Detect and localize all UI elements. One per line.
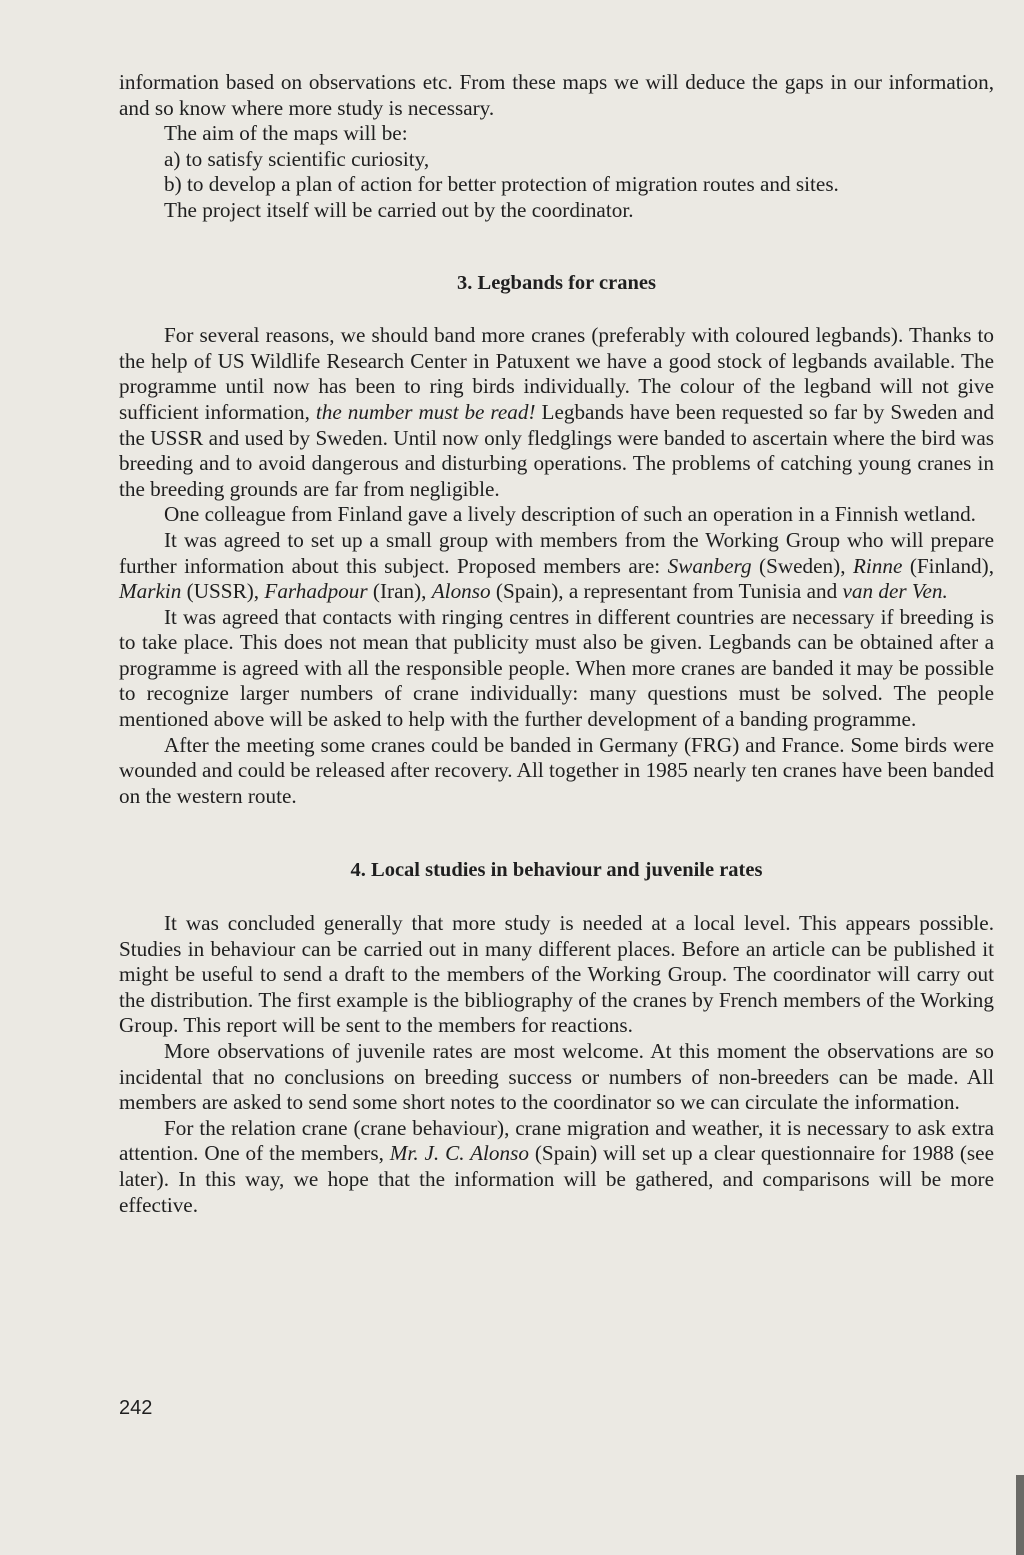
scan-edge (1016, 1475, 1024, 1555)
paragraph: It was concluded generally that more study is needed at a local level. This appears possible. Studies in behaviour can be carried out in many different places. Before an article can be published it might be useful to send a draft to the members of the Working Group. The coordinator will carry out the distribution. The first example is the bibliography of the cranes by French members of the Working Group. This report will be sent to the members for reactions. (119, 911, 994, 1038)
paragraph: information based on observations etc. From these maps we will deduce the gaps in our information, and so know where more study is necessary. (119, 70, 994, 120)
paragraph: The aim of the maps will be: (164, 121, 408, 146)
paragraph: One colleague from Finland gave a lively description of such an operation in a Finnish wetland. (164, 502, 976, 527)
emphasis: Mr. J. C. Alonso (389, 1141, 529, 1166)
text-span: (Sweden), (751, 553, 853, 578)
section-heading: 4. Local studies in behaviour and juvenile rates (350, 859, 763, 882)
text-span: (USSR), (181, 579, 265, 604)
paragraph (119, 1116, 994, 1218)
section-heading: 3. Legbands for cranes (457, 271, 656, 294)
list-item: a) to satisfy scientific curiosity, (164, 146, 430, 171)
page-body (119, 70, 994, 1218)
member-name: Alonso (431, 579, 491, 604)
member-name: Swanberg (667, 553, 752, 578)
paragraph: More observations of juvenile rates are most welcome. At this moment the observations are so incidental that no conclusions on breeding success or numbers of non-breeders can be made. All members are asked to send some short notes to the coordinator so we can circulate the information. (119, 1039, 994, 1115)
member-name: Farhadpour (264, 579, 368, 604)
emphasis: the number must be read! (315, 399, 536, 424)
paragraph (119, 323, 994, 502)
paragraph: The project itself will be carried out by the coordinator. (164, 197, 634, 222)
text-span: (Spain), a representant from Tunisia and (490, 579, 843, 604)
list-item: b) to develop a plan of action for better protection of migration routes and sites. (164, 172, 839, 197)
paragraph: After the meeting some cranes could be banded in Germany (FRG) and France. Some birds were wounded and could be released after recovery. All together in 1985 nearly ten cranes have been banded on the western route. (119, 732, 994, 808)
page-number: 242 (119, 1397, 153, 1419)
paragraph (119, 528, 994, 605)
paragraph: It was agreed that contacts with ringing centres in different countries are necessary if breeding is to take place. This does not mean that publicity must also be given. Legbands can be obtained after a programme is agreed with all the responsible people. When more cranes are banded it may be possible to recognize larger numbers of crane individually: many questions must be solved. The people mentioned above will be asked to help with the further development of a banding programme. (119, 604, 994, 732)
text-span: It was agreed to set up a small group with members from the Working Group who will prepare further information about this subject. Proposed members are: (119, 527, 994, 578)
text-span: (Spain) will set up a clear questionnaire for 1988 (see later). In this way, we hope that the information will be gathered, and comparisons will be more effective. (119, 1141, 994, 1217)
member-name: Rinne (852, 553, 903, 578)
text-span: (Finland), (902, 553, 994, 578)
text-span: (Iran), (367, 579, 432, 604)
text-span: For several reasons, we should band more cranes (preferably with coloured legbands). Thanks to the help of US Wildlife Research Center in Patuxent we have a good stock of legbands available. The programme until now has been to ring birds individually. The colour of the legband will not give sufficient information, (119, 323, 994, 424)
text-span: Legbands have been requested so far by Sweden and the USSR and used by Sweden. Until now only fledglings were banded to ascertain where the bird was breeding and to avoid dangerous and disturbing operations. The problems of catching young cranes in the breeding grounds are far from negligible. (119, 399, 994, 501)
member-name: van der Ven. (842, 579, 948, 604)
member-name: Markin (119, 579, 182, 604)
text-span: For the relation crane (crane behaviour), crane migration and weather, it is necessary to ask extra attention. One of the members, (119, 1115, 994, 1166)
